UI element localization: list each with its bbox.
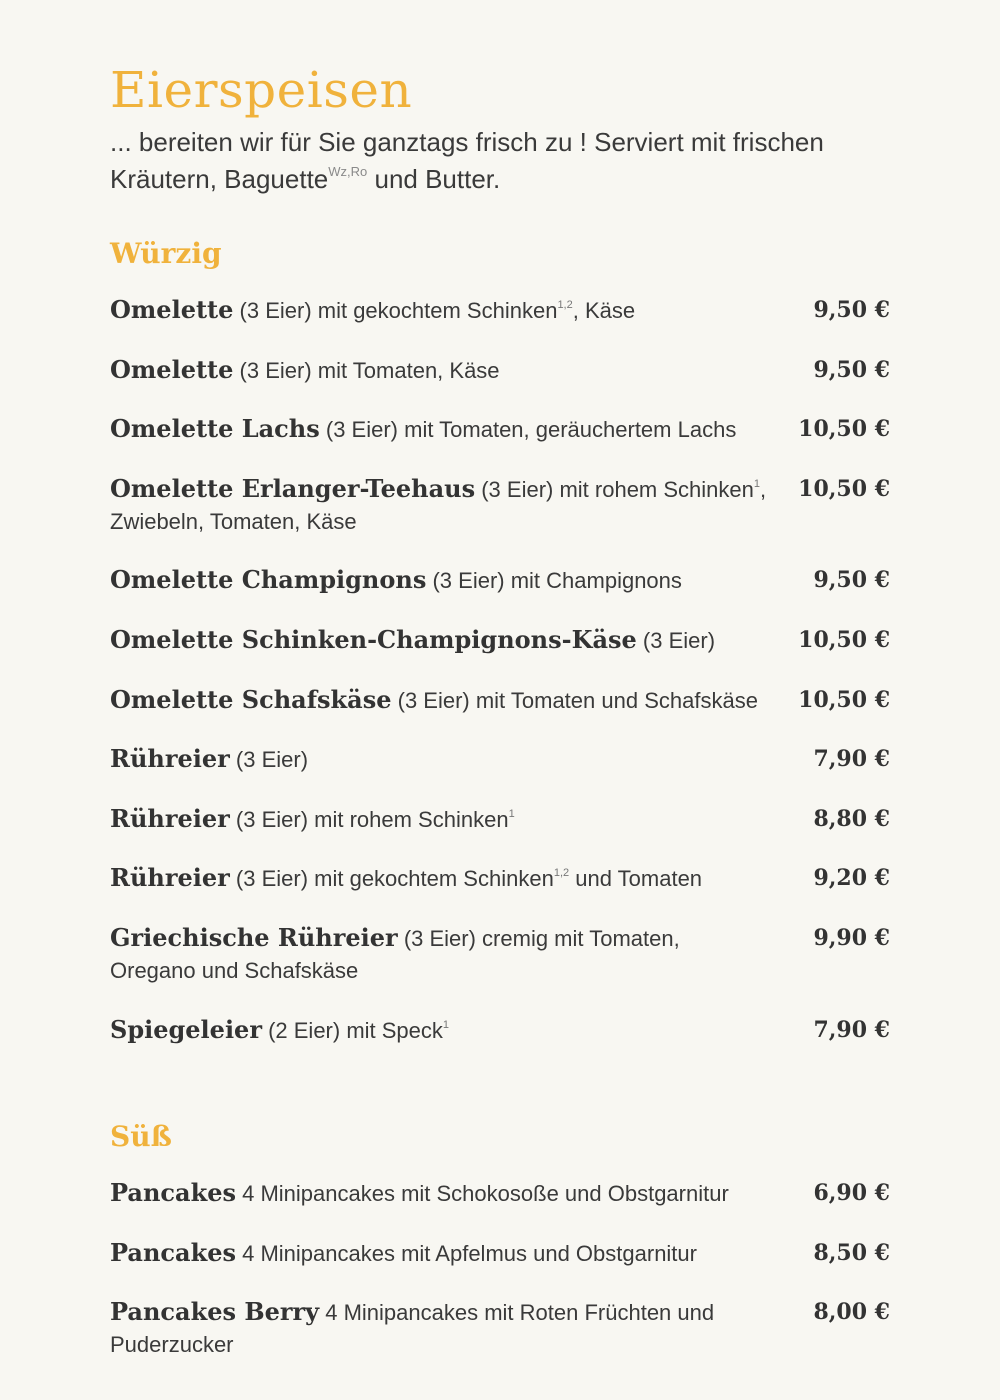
menu-item-price: 8,00 € xyxy=(813,1299,890,1326)
menu-item-detail: (3 Eier) mit Champignons xyxy=(426,568,682,594)
menu-item-description xyxy=(110,413,770,446)
section-items-wuerzig xyxy=(110,294,890,1073)
allergen-note: Wz,Ro xyxy=(328,164,368,179)
menu-item-price: 6,90 € xyxy=(813,1180,890,1207)
menu-item-name: Omelette Schinken-Champignons-Käse xyxy=(110,624,637,654)
menu-item-name: Rühreier xyxy=(110,744,230,774)
menu-item-price: 8,50 € xyxy=(813,1239,890,1266)
intro-text-main: ... bereiten wir für Sie ganztags frisch zu ! Serviert mit frischen Kräutern, Baguette xyxy=(110,127,824,194)
menu-item xyxy=(110,413,890,473)
menu-item-name: Rühreier xyxy=(110,863,230,893)
menu-item-detail: (3 Eier) xyxy=(636,627,716,653)
intro-text xyxy=(110,124,890,198)
menu-item-description xyxy=(110,862,770,895)
menu-item xyxy=(110,1177,890,1237)
menu-page xyxy=(110,58,890,1388)
menu-item-detail: (3 Eier) mit rohem Schinken xyxy=(229,806,509,832)
menu-item-detail: (3 Eier) mit rohem Schinken xyxy=(475,476,754,502)
menu-item-description xyxy=(110,294,770,327)
menu-item-price: 8,80 € xyxy=(813,805,890,832)
menu-item xyxy=(110,473,890,565)
section-heading-suess: Süß xyxy=(110,1120,172,1154)
menu-item-price: 10,50 € xyxy=(798,416,890,443)
menu-item xyxy=(110,1014,890,1074)
menu-item-description xyxy=(110,624,770,657)
menu-item-price: 9,50 € xyxy=(813,567,890,594)
section-items-suess xyxy=(110,1177,890,1388)
menu-item-name: Omelette Erlanger-Teehaus xyxy=(110,473,476,503)
menu-item-price: 9,20 € xyxy=(813,865,890,892)
menu-item-description xyxy=(110,803,770,836)
menu-item xyxy=(110,803,890,863)
allergen-footnote: 1 xyxy=(753,477,760,490)
page-title: Eierspeisen xyxy=(110,61,413,119)
menu-item-detail: (3 Eier) cremig mit Tomaten, Oregano und Schafskäse xyxy=(110,925,680,983)
menu-item-price: 9,50 € xyxy=(813,356,890,383)
menu-item-description xyxy=(110,684,770,717)
menu-item-name: Pancakes Berry xyxy=(110,1297,320,1327)
menu-item xyxy=(110,564,890,624)
menu-item-name: Omelette Schafskäse xyxy=(110,684,392,714)
menu-item-detail: (3 Eier) mit Tomaten, geräuchertem Lachs xyxy=(319,417,737,443)
menu-item-name: Omelette xyxy=(110,295,234,324)
menu-item-detail: (3 Eier) mit gekochtem Schinken xyxy=(229,866,554,892)
menu-item-name: Pancakes xyxy=(110,1237,236,1267)
menu-item xyxy=(110,743,890,803)
menu-item-description xyxy=(110,354,770,387)
menu-item xyxy=(110,354,890,414)
menu-item-detail-rest: , Zwiebeln, Tomaten, Käse xyxy=(110,476,767,534)
allergen-footnote: 1,2 xyxy=(557,299,573,311)
menu-item-description xyxy=(110,922,770,987)
menu-item xyxy=(110,1237,890,1297)
menu-item-detail: 4 Minipancakes mit Apfelmus und Obstgarnitur xyxy=(235,1240,697,1266)
menu-item-description xyxy=(110,1014,770,1047)
menu-item-name: Omelette xyxy=(110,354,234,384)
menu-item-detail: (3 Eier) xyxy=(229,747,309,773)
menu-item-name: Griechische Rühreier xyxy=(110,922,398,952)
menu-item-price: 9,50 € xyxy=(813,297,890,323)
menu-item-description xyxy=(110,1237,770,1270)
allergen-footnote: 1 xyxy=(442,1018,450,1031)
menu-item-price: 7,90 € xyxy=(813,746,890,773)
menu-item-price: 7,90 € xyxy=(813,1016,890,1043)
menu-item-detail: 4 Minipancakes mit Schokosoße und Obstgarnitur xyxy=(235,1181,729,1207)
menu-item-name: Pancakes xyxy=(110,1178,236,1208)
menu-item-price: 10,50 € xyxy=(798,475,890,502)
menu-item-description xyxy=(110,473,770,538)
menu-item-detail-rest: und Tomaten xyxy=(569,866,703,892)
menu-item-price: 9,90 € xyxy=(813,924,890,951)
menu-item-name: Omelette Lachs xyxy=(110,414,320,444)
menu-item-detail: (3 Eier) mit Tomaten und Schafskäse xyxy=(391,687,758,713)
menu-item xyxy=(110,922,890,1014)
menu-item-price: 10,50 € xyxy=(798,626,890,653)
menu-item xyxy=(110,862,890,922)
menu-item-detail: 4 Minipancakes mit Roten Früchten und Puderzucker xyxy=(110,1300,715,1358)
menu-item-detail: (3 Eier) mit gekochtem Schinken xyxy=(233,298,558,323)
menu-item-price: 10,50 € xyxy=(798,686,890,713)
menu-item-description xyxy=(110,564,770,597)
menu-item xyxy=(110,1296,890,1388)
menu-item xyxy=(110,684,890,744)
menu-item-name: Rühreier xyxy=(110,803,230,833)
menu-item-detail: (2 Eier) mit Speck xyxy=(261,1017,443,1043)
menu-item-description xyxy=(110,1177,770,1210)
menu-item-name: Omelette Champignons xyxy=(110,565,427,595)
menu-item-description xyxy=(110,743,770,776)
menu-item-detail-rest: , Käse xyxy=(572,298,636,323)
allergen-footnote: 1,2 xyxy=(553,867,570,880)
menu-item-detail: (3 Eier) mit Tomaten, Käse xyxy=(233,357,500,383)
menu-item-name: Spiegeleier xyxy=(110,1014,262,1044)
intro-text-end: und Butter. xyxy=(367,164,501,194)
menu-item xyxy=(110,294,890,354)
section-heading-wuerzig: Würzig xyxy=(110,237,222,270)
menu-item xyxy=(110,624,890,684)
menu-item-description xyxy=(110,1296,770,1361)
allergen-footnote: 1 xyxy=(508,807,515,820)
